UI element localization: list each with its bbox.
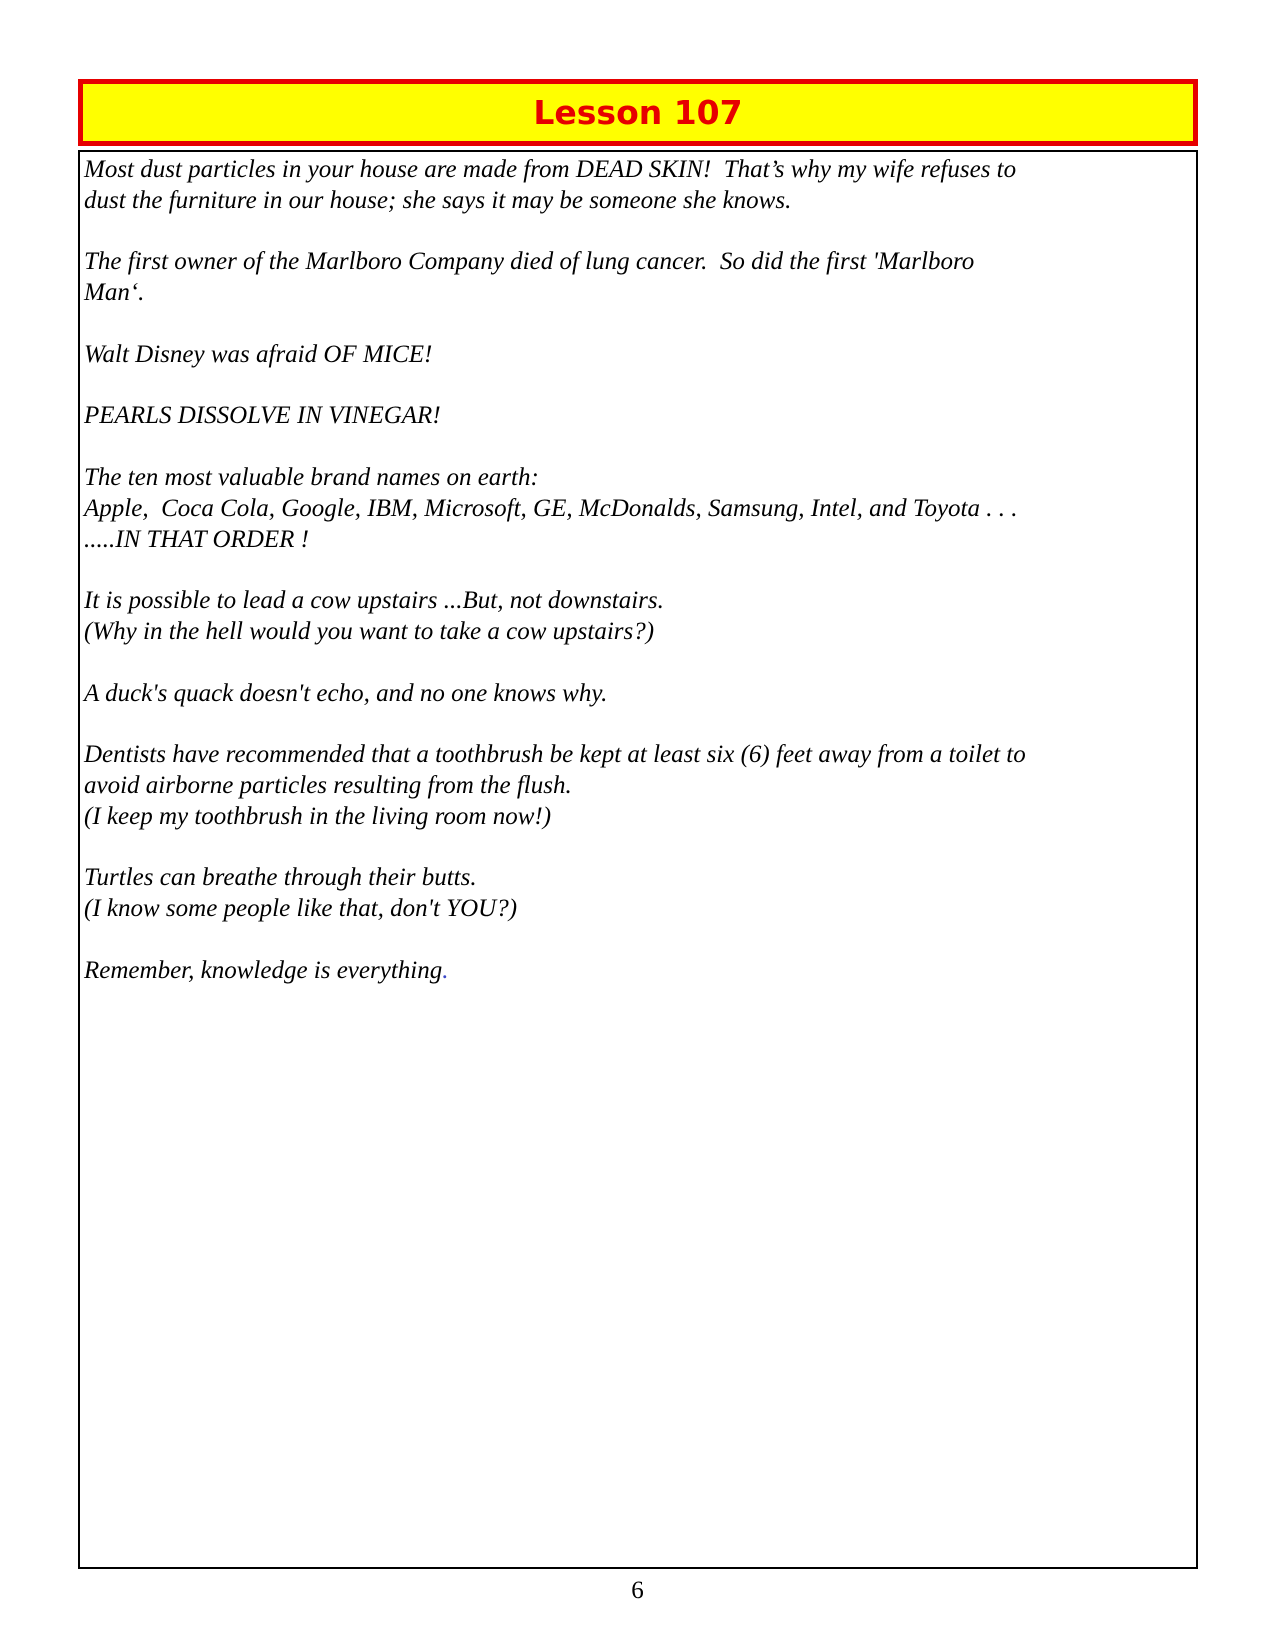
text-line: Walt Disney was afraid OF MICE! [84, 340, 433, 368]
paragraph [84, 740, 1188, 832]
text-line: Most dust particles in your house are made from DEAD SKIN! That’s why my wife refuses to [84, 156, 1017, 183]
text-line: avoid airborne particles resulting from the flush. [84, 771, 572, 799]
paragraph [84, 247, 1188, 309]
paragraph [84, 863, 1188, 925]
text-line: Man‘. [84, 279, 145, 307]
text-line: Dentists have recommended that a toothbrush be kept at least six (6) feet away from a toilet to [84, 741, 1026, 769]
text-line: A duck's quack doesn't echo, and no one knows why. [84, 679, 608, 707]
paragraph [84, 463, 1188, 555]
text-line: (Why in the hell would you want to take a cow upstairs?) [84, 617, 655, 645]
text-segment: . [442, 956, 449, 984]
text-line: .....IN THAT ORDER ! [84, 525, 309, 553]
lesson-body [78, 150, 1198, 1569]
text-line: It is possible to lead a cow upstairs ...But, not downstairs. [84, 587, 664, 615]
paragraph [84, 340, 1188, 371]
lesson-title: Lesson 107 [533, 93, 743, 132]
text-line: The first owner of the Marlboro Company died of lung cancer. So did the first 'Marlboro [84, 248, 975, 276]
paragraph [84, 586, 1188, 648]
paragraph [84, 155, 1188, 217]
lesson-header [78, 79, 1198, 146]
text-line: dust the furniture in our house; she says it may be someone she knows. [84, 186, 792, 214]
paragraph [84, 679, 1188, 710]
text-line: PEARLS DISSOLVE IN VINEGAR! [84, 402, 441, 430]
paragraph [84, 401, 1188, 432]
text-line: (I keep my toothbrush in the living room now!) [84, 802, 552, 830]
paragraph [84, 956, 1188, 987]
text-line: (I know some people like that, don't YOU?) [84, 895, 518, 923]
text-segment: Remember, knowledge is everything [84, 956, 443, 984]
text-line: Turtles can breathe through their butts. [84, 864, 477, 892]
text-line [84, 956, 1188, 987]
text-line: Apple, Coca Cola, Google, IBM, Microsoft, GE, McDonalds, Samsung, Intel, and Toyota . . . [84, 494, 1018, 522]
text-line: The ten most valuable brand names on earth: [84, 463, 539, 491]
page-number: 6 [631, 1577, 644, 1604]
